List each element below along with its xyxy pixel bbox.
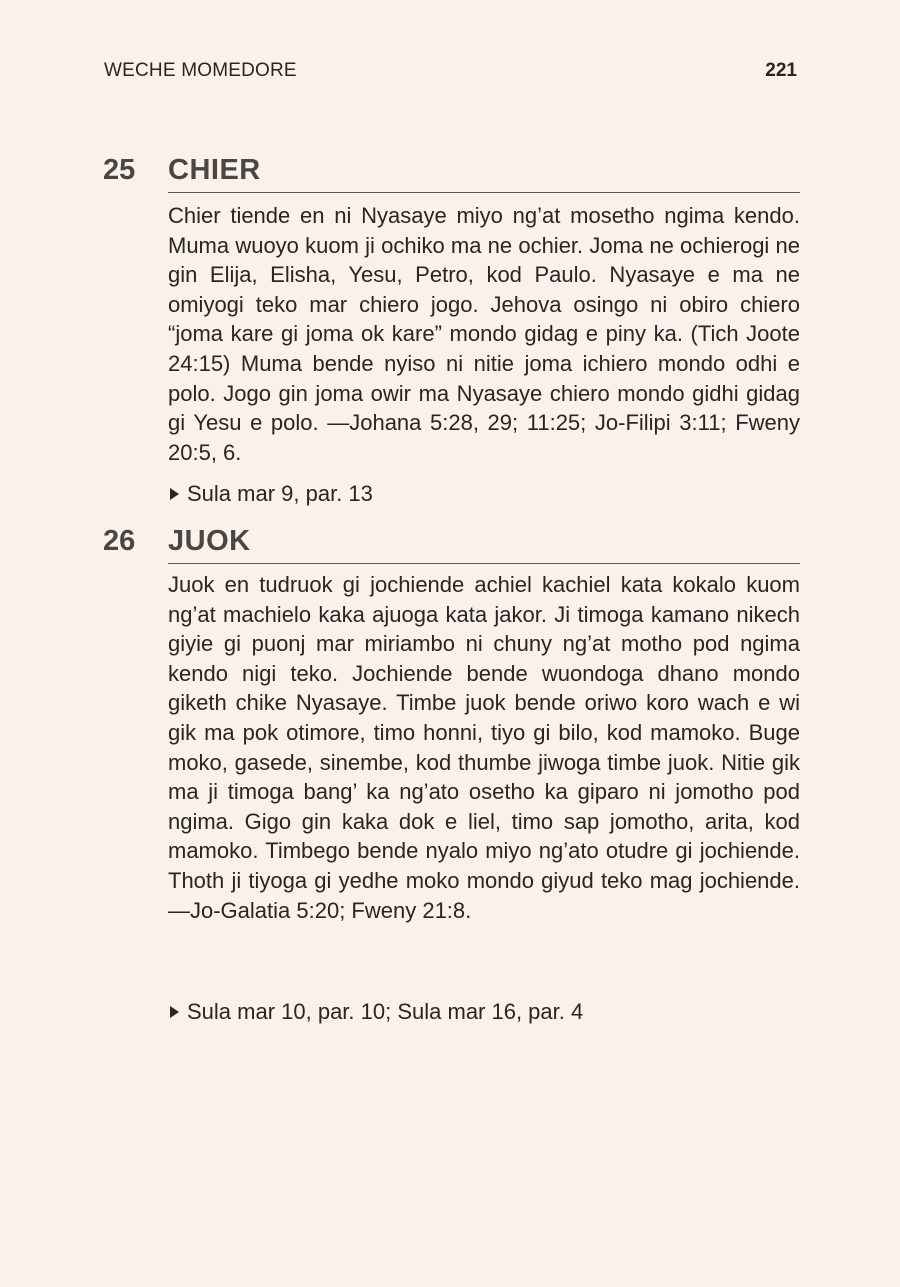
reference-line[interactable]: [168, 997, 800, 1026]
entry-rule: [168, 563, 800, 564]
entry-number: 26: [103, 525, 136, 557]
arrow-icon: [170, 1006, 179, 1018]
running-head: WECHE MOMEDORE: [104, 60, 297, 81]
reference-link[interactable]: Sula mar 9, par. 13: [187, 481, 373, 506]
entry-body: Chier tiende en ni Nyasaye miyo ng’at mosetho ngima kendo. Muma wuoyo kuom ji ochiko ma ne ochier. Joma ne ochierogi ne gin Elija, Elisha, Yesu, Petro, kod Paulo. Nyasaye e ma ne omiyogi teko mar chiero jogo. Jehova osingo ni obiro chiero “joma kare gi joma ok kare” mondo gidag e piny ka. (Tich Joote 24:15) Muma bende nyiso ni nitie joma ichiero mondo odhi e polo. Jogo gin joma owir ma Nyasaye chiero mondo gidhi gidag gi Yesu e polo. —Johana 5:28, 29; 11:25; Jo-Filipi 3:11; Fweny 20:5, 6.: [168, 203, 800, 465]
arrow-icon: [170, 488, 179, 500]
entry-title: JUOK: [168, 525, 251, 557]
page-number: 221: [765, 60, 797, 81]
entry-number: 25: [103, 154, 136, 186]
reference-line[interactable]: [168, 479, 800, 508]
reference-link[interactable]: Sula mar 10, par. 10; Sula mar 16, par. 4: [187, 999, 584, 1024]
entry-rule: [168, 192, 800, 193]
entry-title: CHIER: [168, 154, 261, 186]
entry-body: Juok en tudruok gi jochiende achiel kachiel kata kokalo kuom ng’at machielo kaka ajuoga kata jakor. Ji timoga kamano nikech giyie gi puonj mar miriambo ni chuny ng’at motho pod ngima kendo nigi teko. Jochiende bende wuondoga dhano mondo giketh chike Nyasaye. Timbe juok bende oriwo koro wach e wi gik ma pok otimore, timo honni, tiyo gi bilo, kod mamoko. Buge moko, gasede, sinembe, kod thumbe jiwoga timbe juok. Nitie gik ma ji timoga bang’ ka ng’ato osetho ka giparo ni jomotho pod ngima. Gigo gin kaka dok e liel, timo sap jomotho, arita, kod mamoko. Timbego bende nyalo miyo ng’ato otudre gi jochiende. Thoth ji tiyoga gi yedhe moko mondo giyud teko mag jochiende.—Jo-Galatia 5:20; Fweny 21:8.: [168, 572, 800, 923]
